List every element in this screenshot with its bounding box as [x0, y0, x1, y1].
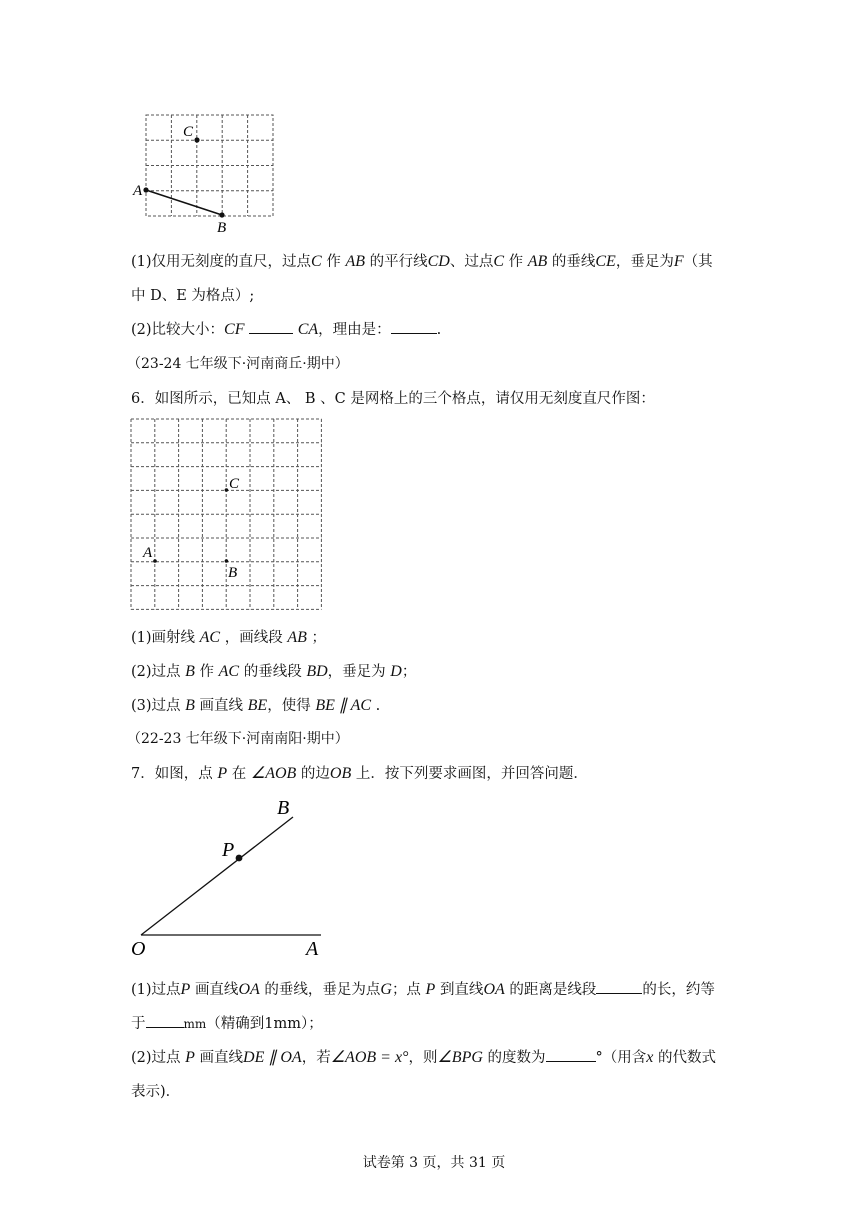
q5-part1-line1: (1)仅用无刻度的直尺，过点C 作 AB 的平行线CD、过点C 作 AB 的垂线CE，垂足为F（其: [131, 253, 713, 270]
page-footer: 试卷第 3 页，共 31 页: [362, 1155, 506, 1171]
label-a: A: [306, 938, 319, 960]
q6-part2: (2)过点 B 作 AC 的垂线段 BD，垂足为 D；: [131, 663, 417, 680]
q5-part2: (2)比较大小：CF CA，理由是： .: [131, 321, 442, 338]
q6-part3: (3)过点 B 画直线 BE，使得 BE ∥ AC .: [131, 697, 381, 714]
q7-part2-line2: 表示)．: [131, 1084, 181, 1100]
label-b: B: [217, 220, 227, 236]
answer-blank[interactable]: [146, 1025, 184, 1028]
q7-part1-line1: (1)过点P 画直线OA 的垂线，垂足为点G；点 P 到直线OA 的距离是线段 的长，约等: [131, 981, 715, 998]
q6-source: （22-23 七年级下·河南南阳·期中）: [127, 731, 349, 747]
q7-intro: 7．如图，点 P 在 ∠AOB 的边OB 上．按下列要求画图，并回答问题．: [131, 765, 588, 782]
answer-blank[interactable]: [596, 991, 642, 994]
q5-source: （23-24 七年级下·河南商丘·期中）: [127, 356, 349, 372]
label-b: B: [277, 797, 290, 819]
label-c: C: [229, 476, 240, 492]
point-a: [153, 559, 157, 563]
label-a: A: [133, 183, 143, 199]
point-a: [143, 187, 148, 192]
q6-intro: 6．如图所示，已知点 A、 B 、C 是网格上的三个格点，请仅用无刻度直尺作图：: [131, 391, 655, 407]
q5-grid-figure: [125, 108, 285, 236]
label-o: O: [131, 938, 146, 960]
ray-ob: [141, 817, 293, 935]
point-b: [219, 212, 224, 217]
point-c: [225, 488, 229, 492]
answer-blank[interactable]: [391, 331, 437, 334]
label-a: A: [143, 545, 153, 561]
answer-blank[interactable]: [249, 331, 293, 334]
point-b: [225, 559, 229, 563]
q7-part2-line1: (2)过点 P 画直线DE ∥ OA，若∠AOB = x°，则∠BPG 的度数为 °（用含x 的代数式: [131, 1049, 716, 1066]
answer-blank[interactable]: [546, 1059, 596, 1062]
q6-grid-figure: [125, 413, 330, 615]
label-p: P: [222, 839, 235, 861]
point-c: [194, 137, 199, 142]
segment-ab: [146, 190, 222, 215]
label-b: B: [228, 565, 238, 581]
q7-part1-line2: 于 mm（精确到1mm）；: [131, 1016, 323, 1032]
q5-part1-line2: 中 D、E 为格点）;: [131, 288, 255, 304]
q6-part1: (1)画射线 AC ，画线段 AB ；: [131, 629, 326, 646]
q7-angle-figure: [125, 790, 335, 965]
label-c: C: [183, 124, 194, 140]
point-p: [236, 855, 243, 862]
